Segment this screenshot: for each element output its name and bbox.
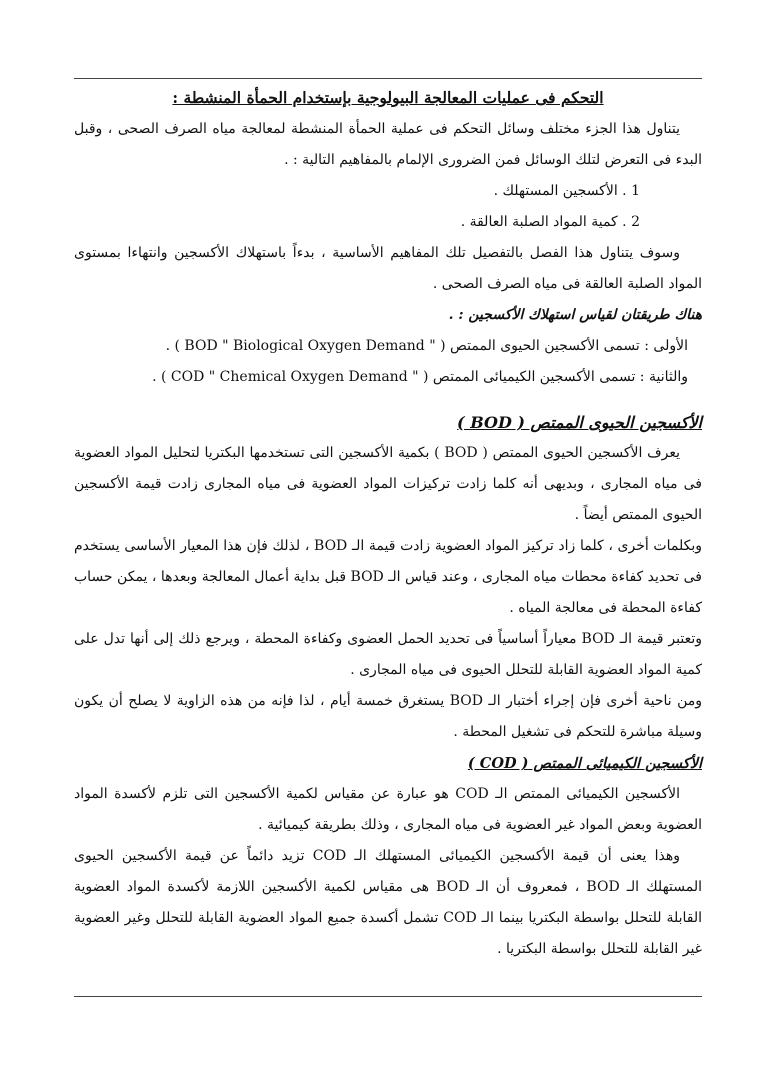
intro-paragraph-1: يتناول هذا الجزء مختلف وسائل التحكم فى عملية الحمأة المنشطة لمعالجة مياه الصرف الصحى ، وقبل البدء فى التعرض لتلك الوسائل فمن الضرورى الإلمام بالمفاهيم التالية : . [74, 121, 702, 168]
top-rule [74, 78, 702, 79]
cod-paragraph-1: الأكسجين الكيميائى الممتص الـ COD هو عبارة عن مقياس لكمية الأكسجين التى تلزم لأكسدة المواد العضوية وبعض المواد غير العضوية فى مياه المجارى ، وذلك بطريقة كيميائية . [74, 786, 702, 833]
method-second: والثانية : تسمى الأكسجين الكيميائى الممتص ( " COD " Chemical Oxygen Demand ) . [152, 369, 688, 385]
method-first: الأولى : تسمى الأكسجين الحيوى الممتص ( " BOD " Biological Oxygen Demand ) . [165, 338, 688, 354]
concept-item-2: 2 . كمية المواد الصلبة العالقة . [460, 214, 640, 230]
intro-paragraph-2: وسوف يتناول هذا الفصل بالتفصيل تلك المفاهيم الأساسية ، بدءاً باستهلاك الأكسجين وانتهاءا بمستوى المواد الصلبة العالقة فى مياه الصرف الصحى . [74, 245, 702, 292]
bod-paragraph-1: يعرف الأكسجين الحيوى الممتص ( BOD ) بكمية الأكسجين التى تستخدمها البكتريا لتحليل المواد العضوية فى مياه المجارى ، وبديهى أنه كلما زادت تركيزات المواد العضوية فى مياه المجارى زادت قيمة الأكسجين الحيوى الممتص أيضاً . [74, 445, 702, 523]
page-title: التحكم فى عمليات المعالجة البيولوجية بإستخدام الحمأة المنشطة : [172, 88, 604, 107]
bod-paragraph-2: وبكلمات أخرى ، كلما زاد تركيز المواد العضوية زادت قيمة الـ BOD ، لذلك فإن هذا المعيار الأساسى يستخدم فى تحديد كفاءة محطات مياه المجارى ، وعند قياس الـ BOD قبل بداية أعمال المعالجة وبعدها ، يمكن حساب كفاءة المحطة فى معالجة المياه . [74, 538, 703, 616]
cod-paragraph-2: وهذا يعنى أن قيمة الأكسجين الكيميائى المستهلك الـ COD تزيد دائماً عن قيمة الأكسجين الحيوى المستهلك الـ BOD ، فمعروف أن الـ BOD هى مقياس لكمية الأكسجين اللازمة لأكسدة المواد العضوية القابلة للتحلل بواسطة البكتريا بينما الـ COD تشمل أكسدة جميع المواد العضوية القابلة للتحلل وغير العضوية غير القابلة للتحلل بواسطة البكتريا . [74, 848, 702, 957]
methods-heading: هناك طريقتان لقياس استهلاك الأكسجين : . [448, 307, 702, 323]
bottom-rule [74, 996, 702, 997]
bod-section-heading: الأكسجين الحيوى الممتص ( BOD ) [457, 413, 702, 432]
concept-item-1: 1 . الأكسجين المستهلك . [493, 183, 640, 199]
bod-paragraph-4: ومن ناحية أخرى فإن إجراء أختبار الـ BOD يستغرق خمسة أيام ، لذا فإنه من هذه الزاوية لا يصلح أن يكون وسيلة مباشرة للتحكم فى تشغيل المحطة . [74, 693, 702, 740]
bod-paragraph-3: وتعتبر قيمة الـ BOD معياراً أساسياً فى تحديد الحمل العضوى وكفاءة المحطة ، ويرجع ذلك إلى أنها تدل على كمية المواد العضوية القابلة للتحلل الحيوى فى مياه المجارى . [74, 631, 702, 678]
cod-section-heading: الأكسجين الكيميائى الممتص ( COD ) [467, 755, 702, 772]
document-body [74, 84, 702, 965]
